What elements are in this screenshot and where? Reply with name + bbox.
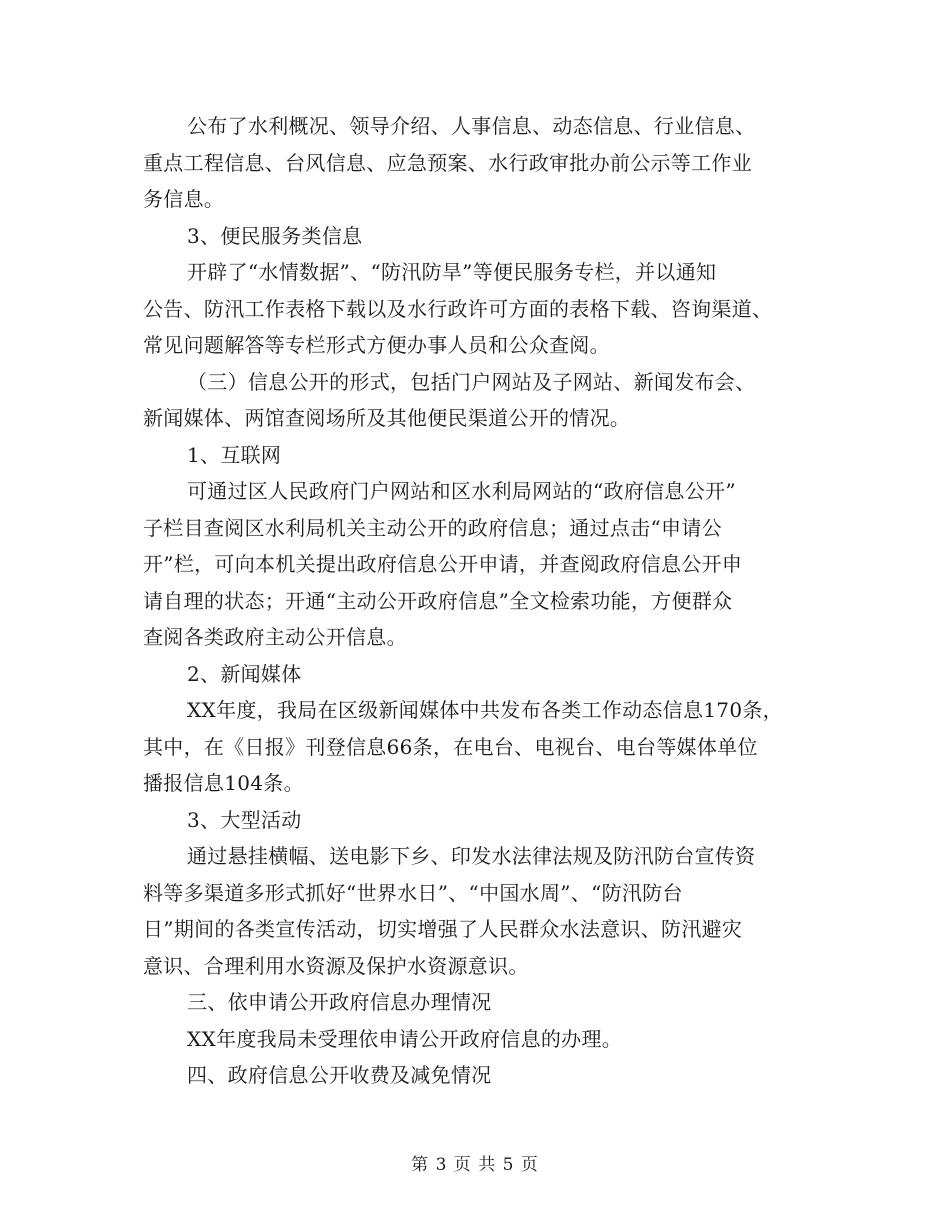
text-line: 三、依申请公开政府信息办理情况 xyxy=(187,990,492,1014)
text-line: 公告、防汛工作表格下载以及水行政许可方面的表格下载、咨询渠道、 xyxy=(143,296,773,321)
text-line: 公布了水利概况、领导介绍、人事信息、动态信息、行业信息、 xyxy=(187,114,756,138)
text-line: 意识、合理利用水资源及保护水资源意识。 xyxy=(143,953,529,978)
text-line: 开辟了“水情数据”、“防汛防旱”等便民服务专栏，并以通知 xyxy=(187,260,717,284)
text-line: XX年度我局未受理依申请公开政府信息的办理。 xyxy=(187,1026,623,1051)
document-body xyxy=(143,108,803,1094)
text-line: 开”栏，可向本机关提出政府信息公开申请，并查阅政府信息公开申 xyxy=(143,552,743,576)
text-line: 重点工程信息、台风信息、应急预案、水行政审批办前公示等工作业 xyxy=(143,150,752,175)
text-line: 务信息。 xyxy=(143,187,225,211)
text-line: 常见问题解答等专栏形式方便办事人员和公众查阅。 xyxy=(143,333,610,357)
text-line: 1、互联网 xyxy=(187,442,282,467)
text-line: 2、新闻媒体 xyxy=(187,661,302,686)
text-line: 日”期间的各类宣传活动，切实增强了人民群众水法意识、防汛避灾 xyxy=(143,917,743,941)
text-line: 3、便民服务类信息 xyxy=(187,223,363,248)
text-line: 料等多渠道多形式抓好“世界水日”、“中国水周”、“防汛防台 xyxy=(143,880,683,905)
text-line: （三）信息公开的形式，包括门户网站及子网站、新闻发布会、 xyxy=(187,369,756,394)
text-line: 四、政府信息公开收费及减免情况 xyxy=(187,1063,492,1087)
text-line: 子栏目查阅区水利局机关主动公开的政府信息；通过点击“申请公 xyxy=(143,515,722,540)
text-line: 通过悬挂横幅、送电影下乡、印发水法律法规及防汛防台宣传资 xyxy=(187,844,756,868)
page-footer: 第 3 页 共 5 页 xyxy=(411,1155,539,1175)
text-line: XX年度，我局在区级新闻媒体中共发布各类工作动态信息170条， xyxy=(187,698,783,722)
text-line: 新闻媒体、两馆查阅场所及其他便民渠道公开的情况。 xyxy=(143,406,631,430)
text-line: 请自理的状态；开通“主动公开政府信息”全文检索功能，方便群众 xyxy=(143,588,733,613)
text-line: 播报信息104条。 xyxy=(143,771,304,795)
text-line: 可通过区人民政府门户网站和区水利局网站的“政府信息公开” xyxy=(187,479,736,503)
text-line: 查阅各类政府主动公开信息。 xyxy=(143,625,407,649)
text-line: 其中，在《日报》刊登信息66条，在电台、电视台、电台等媒体单位 xyxy=(143,734,758,759)
text-line: 3、大型活动 xyxy=(187,807,302,832)
